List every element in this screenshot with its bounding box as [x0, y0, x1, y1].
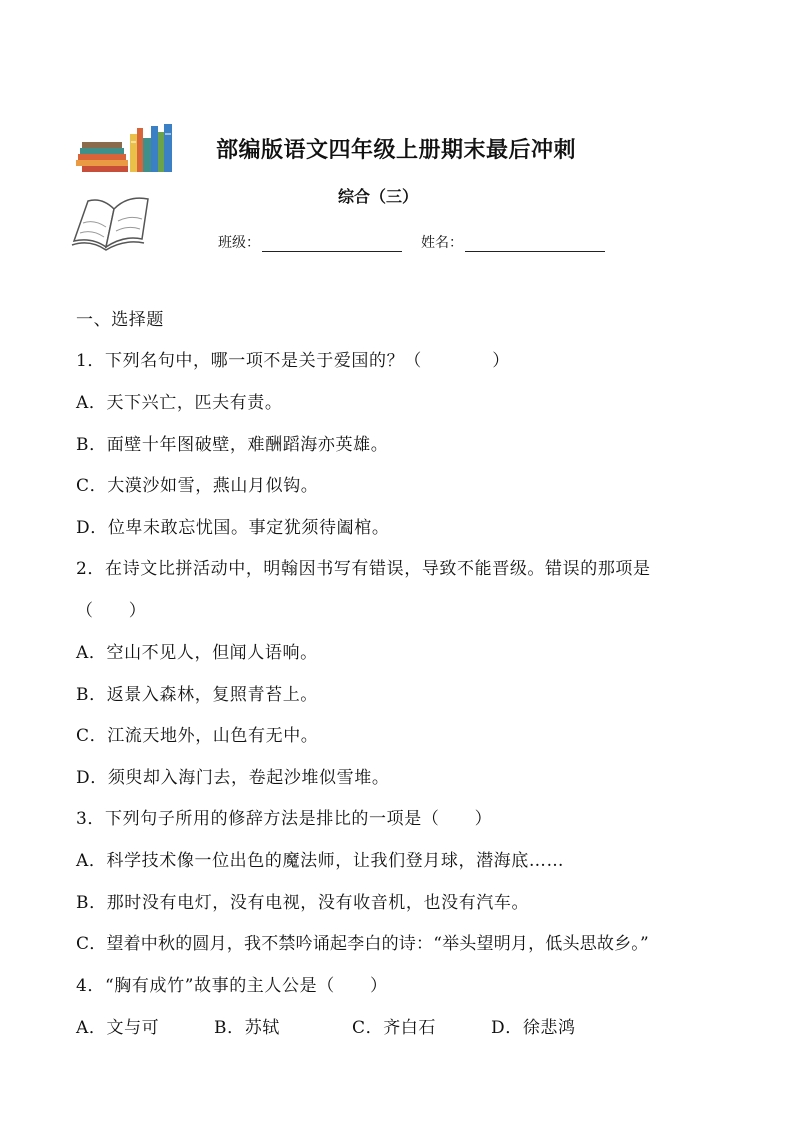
question-4-option-b[interactable]: B．苏轼 [214, 1018, 280, 1038]
page-subtitle: 综合（三） [338, 187, 419, 206]
open-book-icon [70, 193, 154, 251]
books-stack-icon [74, 124, 178, 174]
class-blank[interactable] [262, 235, 402, 252]
question-4-option-c[interactable]: C．齐白石 [352, 1018, 437, 1038]
question-2-option-b[interactable]: B．返景入森林，复照青苔上。 [76, 685, 318, 705]
name-label: 姓名： [421, 235, 463, 251]
class-field[interactable] [218, 232, 402, 252]
question-4-option-d[interactable]: D．徐悲鸿 [491, 1018, 576, 1038]
question-1-stem: 1．下列名句中，哪一项不是关于爱国的？（ ） [76, 351, 510, 371]
question-1-option-c[interactable]: C．大漠沙如雪，燕山月似钩。 [76, 476, 319, 496]
question-1-option-a[interactable]: A．天下兴亡，匹夫有责。 [76, 393, 283, 413]
question-2-stem: 2．在诗文比拼活动中，明翰因书写有错误，导致不能晋级。错误的那项是 [76, 559, 651, 579]
question-3-option-c[interactable]: C．望着中秋的圆月，我不禁吟诵起李白的诗：“举头望明月，低头思故乡。” [76, 934, 649, 954]
question-2-stem-cont: （ ） [76, 601, 147, 621]
name-field[interactable] [421, 232, 605, 252]
question-3-option-b[interactable]: B．那时没有电灯，没有电视，没有收音机，也没有汽车。 [76, 893, 530, 913]
class-label: 班级： [218, 235, 260, 251]
section-heading: 一、选择题 [76, 310, 164, 330]
name-blank[interactable] [465, 235, 605, 252]
question-2-option-c[interactable]: C．江流天地外，山色有无中。 [76, 726, 319, 746]
page-title: 部编版语文四年级上册期末最后冲刺 [216, 137, 577, 163]
question-2-option-d[interactable]: D．须臾却入海门去，卷起沙堆似雪堆。 [76, 768, 390, 788]
question-1-option-d[interactable]: D．位卑未敢忘忧国。事定犹须待阖棺。 [76, 518, 390, 538]
question-1-option-b[interactable]: B．面壁十年图破壁，难酬蹈海亦英雄。 [76, 435, 389, 455]
question-4-stem: 4．“胸有成竹”故事的主人公是（ ） [76, 976, 388, 996]
question-3-stem: 3．下列句子所用的修辞方法是排比的一项是（ ） [76, 809, 493, 829]
question-2-option-a[interactable]: A．空山不见人，但闻人语响。 [76, 643, 318, 663]
question-4-option-a[interactable]: A．文与可 [76, 1018, 160, 1038]
question-3-option-a[interactable]: A．科学技术像一位出色的魔法师，让我们登月球，潜海底…… [76, 851, 565, 871]
